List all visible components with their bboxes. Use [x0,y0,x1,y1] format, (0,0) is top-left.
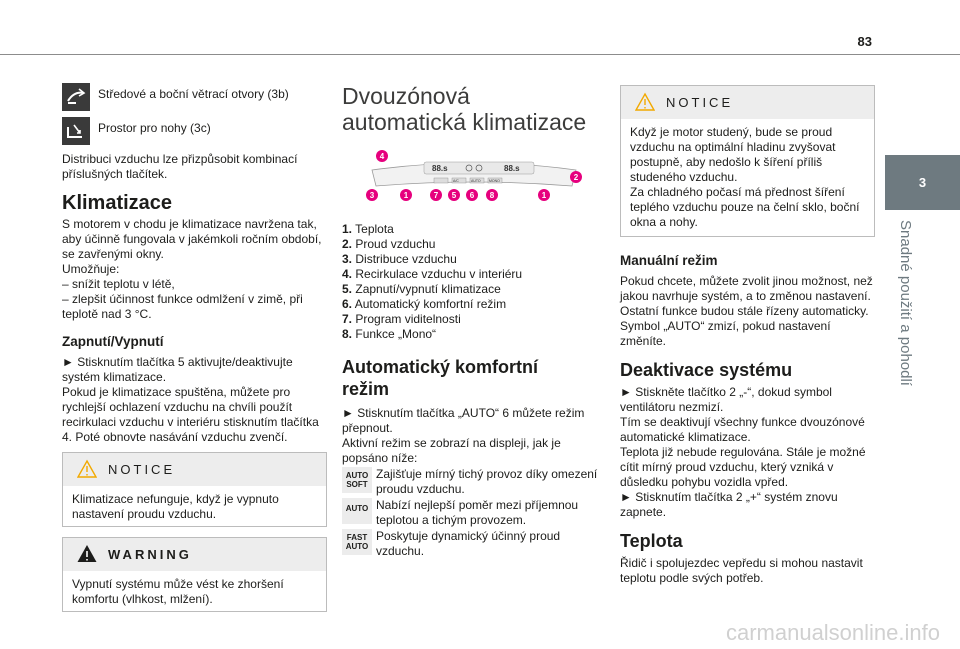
watermark-link[interactable]: carmanualsonline.info [725,620,940,645]
klim-paragraph-3: – snížit teplotu v létě, [62,277,175,291]
auto-icon: AUTO [342,498,372,524]
teplota-paragraph: Řidič i spolujezdec vepředu si mohou nastavit teplotu podle svých potřeb. [620,556,863,585]
chapter-title: Snadné použití a pohodlí [897,220,914,386]
panel-label-auto: AUTO [471,179,481,183]
heading-deactivate: Deaktivace systému [620,360,793,380]
vent-feet-text: Prostor pro nohy (3c) [98,121,211,135]
callout-3-label: 3 [369,191,375,200]
notice-header [63,453,326,486]
deak-paragraph-1: ► Stiskněte tlačítko 2 „-“, dokud symbol ventilátoru nezmizí. [620,385,832,414]
warning-box [62,537,327,612]
column-3 [620,253,878,586]
callout-7-label: 7 [433,191,439,200]
callout-2-label: 2 [573,173,579,182]
list-item: 8. Funkce „Mono“ [342,327,437,341]
column-1 [62,83,327,445]
list-item: 4. Recirkulace vzduchu v interiéru [342,267,523,281]
legend-list [342,222,602,342]
column-2 [342,83,602,559]
warning-text: Vypnutí systému může vést ke zhoršení komfortu (vlhkost, mlžení). [72,577,284,606]
auto-paragraph-1: ► Stisknutím tlačítka „AUTO“ 6 můžete režim přepnout. [342,406,585,435]
notice-box-2 [620,85,875,237]
chapter-tab[interactable]: 3 [885,155,960,210]
notice-label: NOTICE [666,95,734,110]
klim-paragraph-2: Umožňuje: [62,262,120,276]
callout-1-left-label: 1 [403,191,409,200]
vent-feet-icon [62,117,90,145]
vent-row-1 [62,83,327,113]
mode-row-auto [342,498,602,528]
heading-auto-mode: Automatický komfortní režim [342,357,539,399]
footer-bar [0,618,960,649]
vent-center-side-text: Středové a boční větrací otvory (3b) [98,87,289,101]
heading-klimatizace: Klimatizace [62,192,173,214]
manual-paragraph: Pokud chcete, můžete zvolit jinou možnost, než jakou navrhuje systém, a to změnou nastavení. Ostatní funkce budou stále řízeny automaticky. Symbol „AUTO“ zmizí, pokud nastavení změníte. [620,274,873,348]
callout-8-label: 8 [489,191,495,200]
callout-1-right-label: 1 [541,191,547,200]
deak-paragraph-4: ► Stisknutím tlačítka 2 „+“ systém znovu zapnete. [620,490,838,519]
zap-paragraph-1: ► Stisknutím tlačítka 5 aktivujte/deaktivujte systém klimatizace. [62,355,293,384]
mode-row-soft [342,467,602,497]
warning-label: WARNING [108,547,192,562]
list-item: 7. Program viditelnosti [342,312,461,326]
callout-4-label: 4 [379,152,385,161]
notice-label: NOTICE [108,462,176,477]
mode-row-fast [342,529,602,559]
auto-fast-icon: FAST AUTO [342,529,372,555]
deak-paragraph-2: Tím se deaktivují všechny funkce dvouzónové automatické klimatizace. [620,415,865,444]
warning-icon [77,544,97,563]
auto-paragraph-2: Aktivní režim se zobrazí na displeji, jak je popsáno níže: [342,436,561,465]
zap-paragraph-2: Pokud je klimatizace spuštěna, můžete pro rychlejší ochlazení vzduchu na chvíli použít recirkulaci vzduchu v interiéru stisknutím tlačítka 4. Poté obnovte nasávání vzduchu zvenčí. [62,385,319,444]
list-item: 6. Automatický komfortní režim [342,297,507,311]
panel-display-left: 88.s [432,164,448,173]
callout-6-label: 6 [469,191,475,200]
notice-icon [635,92,655,111]
panel-button-program[interactable] [434,178,448,183]
list-item: 3. Distribuce vzduchu [342,252,457,266]
control-panel-diagram [364,148,584,208]
page-number: 83 [857,34,872,49]
panel-display-right: 88.s [504,164,520,173]
vent-row-2 [62,117,327,149]
warning-header [63,538,326,571]
klim-paragraph-1: S motorem v chodu je klimatizace navržena tak, aby účinně fungovala v jakémkoli ročním období, se zavřenými okny. [62,217,322,261]
notice-icon [77,459,97,478]
panel-label-ac: A/C [453,179,459,183]
mode-soft-text: Zajišťuje mírný tichý provoz díky omezení proudu vzduchu. [376,467,598,496]
klim-paragraph-4: – zlepšit účinnost funkce odmlžení v zimě, při teplotě nad 3 °C. [62,292,303,321]
header-rule [0,54,960,55]
notice-text: Klimatizace nefunguje, když je vypnuto nastavení proudu vzduchu. [72,492,279,521]
mode-fast-text: Poskytuje dynamický účinný proud vzduchu. [376,529,561,558]
vent-center-side-icon [62,83,90,111]
notice-box-1 [62,452,327,527]
deak-paragraph-3: Teplota již nebude regulována. Stále je možné cítit mírný proud vzduchu, který vzniká v důsledku pohybu vozidla vpřed. [620,445,866,489]
heading-manual: Manuální režim [620,253,718,268]
list-item: 5. Zapnutí/vypnutí klimatizace [342,282,501,296]
mode-auto-text: Nabízí nejlepší poměr mezi příjemnou teplotou a tichým provozem. [376,498,579,527]
heading-teplota: Teplota [620,531,683,551]
panel-label-mono: MONO [489,179,500,183]
list-item: 2. Proud vzduchu [342,237,436,251]
heading-zapnuti: Zapnutí/Vypnutí [62,334,164,349]
callout-5-label: 5 [451,191,457,200]
notice-header [621,86,874,119]
list-item: 1. Teplota [342,222,394,236]
auto-soft-icon: AUTO SOFT [342,467,372,493]
notice-text: Když je motor studený, bude se proud vzduchu na optimální hladinu zvyšovat postupně, aby nedošlo k šíření příliš studeného vzduchu. Za chladného počasí má přednost šíření teplého vzduchu pouze na čelní sklo, boční okna a nohy. [630,125,860,229]
heading-dvouzonova: Dvouzónová automatická klimatizace [342,83,587,135]
distribution-text: Distribuci vzduchu lze přizpůsobit kombinací příslušných tlačítek. [62,152,298,181]
